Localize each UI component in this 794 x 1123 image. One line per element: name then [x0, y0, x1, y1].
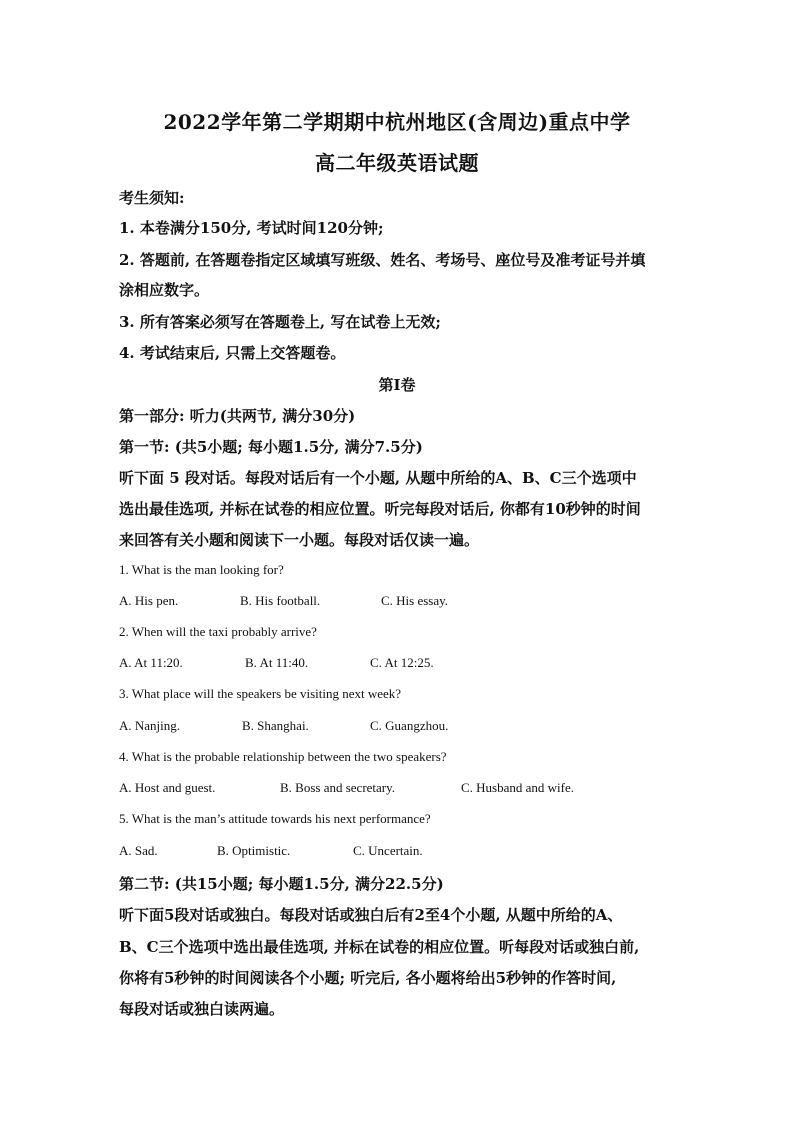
question-3-options: [119, 718, 679, 736]
option-b: B. Shanghai.: [242, 718, 309, 733]
option-a: A. Nanjing.: [119, 718, 181, 733]
section1-instructions-line-1: 听下面 5 段对话。每段对话后有一个小题, 从题中所给的A、B、C三个选项中: [119, 469, 637, 487]
option-c: C. Guangzhou.: [370, 718, 449, 733]
section2-title: 第二节: (共15小题; 每小题1.5分, 满分22.5分): [119, 875, 444, 893]
option-c: C. His essay.: [381, 593, 449, 608]
part1-title: 第一部分: 听力(共两节, 满分30分): [119, 407, 356, 425]
notice-item-2-line-1: 2. 答题前, 在答题卷指定区域填写班级、姓名、考场号、座位号及准考证号并填: [119, 251, 646, 269]
question-4-options: [119, 780, 679, 798]
question-2-options: [119, 655, 679, 673]
notice-item-1: 1. 本卷满分150分, 考试时间120分钟;: [119, 219, 384, 237]
volume-title: 第I卷: [378, 376, 416, 394]
notice-heading: 考生须知:: [119, 189, 185, 207]
section1-title: 第一节: (共5小题; 每小题1.5分, 满分7.5分): [119, 438, 423, 456]
question-5: 5. What is the man’s attitude towards his next performance?: [119, 811, 431, 826]
option-a: A. Sad.: [119, 843, 158, 858]
notice-item-4: 4. 考试结束后, 只需上交答题卷。: [119, 344, 346, 362]
option-c: C. Uncertain.: [353, 843, 423, 858]
question-1: 1. What is the man looking for?: [119, 562, 284, 577]
notice-item-3: 3. 所有答案必须写在答题卷上, 写在试卷上无效;: [119, 313, 441, 331]
notice-item-2-line-2: 涂相应数字。: [119, 281, 210, 299]
question-5-options: [119, 843, 679, 861]
option-b: B. His football.: [240, 593, 321, 608]
option-c: C. Husband and wife.: [461, 780, 575, 795]
option-b: B. Optimistic.: [217, 843, 291, 858]
option-c: C. At 12:25.: [370, 655, 434, 670]
option-a: A. At 11:20.: [119, 655, 183, 670]
question-2: 2. When will the taxi probably arrive?: [119, 624, 317, 639]
option-b: B. At 11:40.: [245, 655, 309, 670]
section1-instructions-line-3: 来回答有关小题和阅读下一小题。每段对话仅读一遍。: [119, 531, 480, 549]
question-1-options: [119, 593, 679, 611]
option-a: A. His pen.: [119, 593, 179, 608]
section2-instructions-line-4: 每段对话或独白读两遍。: [119, 1000, 285, 1018]
exam-subtitle: 高二年级英语试题: [315, 151, 479, 175]
option-b: B. Boss and secretary.: [280, 780, 396, 795]
section2-instructions-line-1: 听下面5段对话或独白。每段对话或独白后有2至4个小题, 从题中所给的A、: [119, 906, 623, 924]
section2-instructions-line-3: 你将有5秒钟的时间阅读各个小题; 听完后, 各小题将给出5秒钟的作答时间,: [119, 969, 617, 987]
section1-instructions-line-2: 选出最佳选项, 并标在试卷的相应位置。听完每段对话后, 你都有10秒钟的时间: [119, 500, 641, 518]
exam-title: 2022学年第二学期期中杭州地区(含周边)重点中学: [163, 110, 631, 134]
option-a: A. Host and guest.: [119, 780, 216, 795]
question-3: 3. What place will the speakers be visiting next week?: [119, 686, 402, 701]
section2-instructions-line-2: B、C三个选项中选出最佳选项, 并标在试卷的相应位置。听每段对话或独白前,: [119, 938, 640, 956]
question-4: 4. What is the probable relationship between the two speakers?: [119, 749, 447, 764]
